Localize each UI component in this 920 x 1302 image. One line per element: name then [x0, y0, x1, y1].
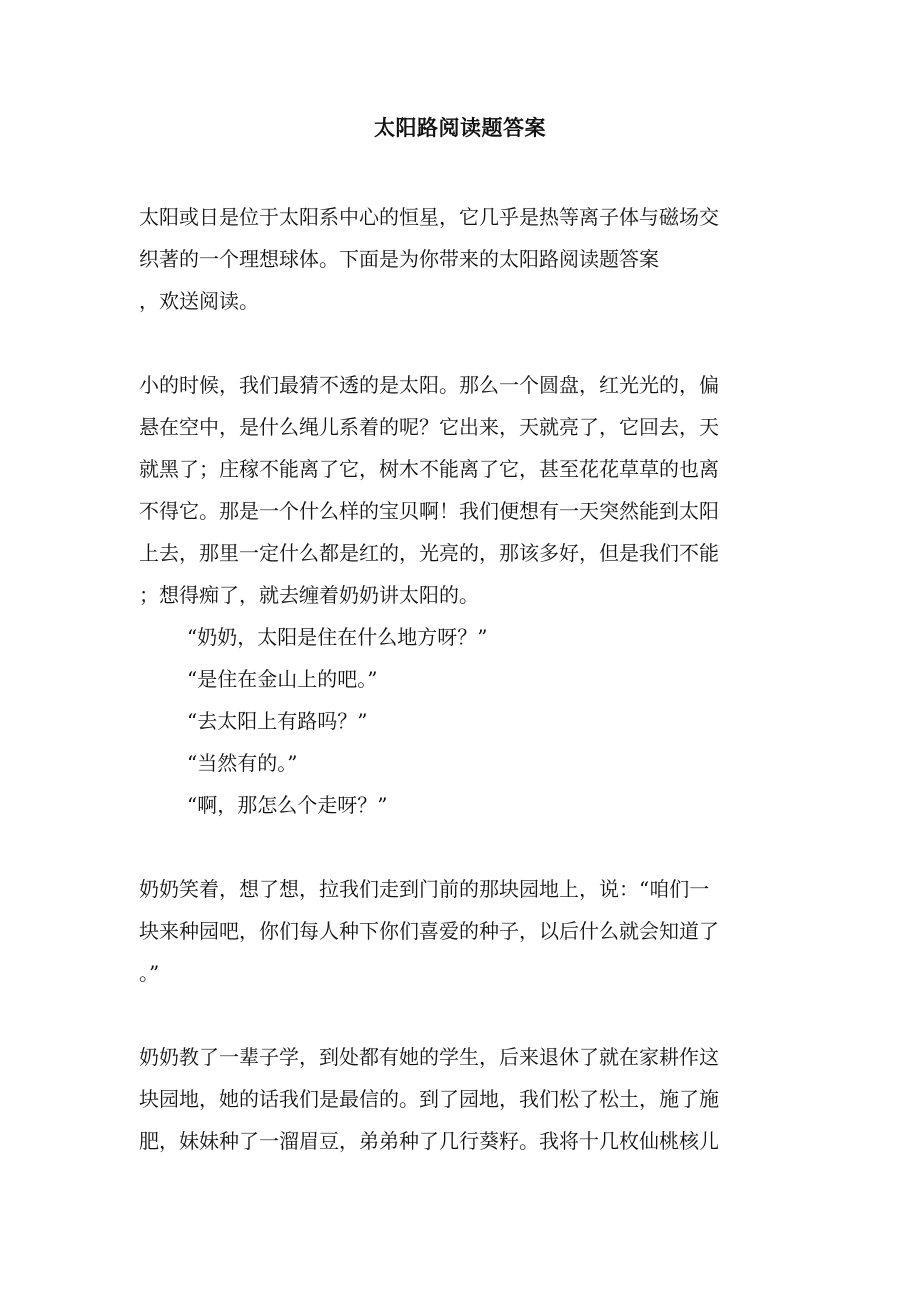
dialogue-block	[139, 616, 779, 826]
text-line: 奶奶笑着，想了想，拉我们走到门前的那块园地上，说：“咱们一	[139, 877, 710, 901]
text-line: 太阳或日是位于太阳系中心的恒星，它几乎是热等离子体与磁场交	[139, 205, 719, 229]
intro-paragraph	[139, 196, 779, 322]
text-line: 织著的一个理想球体。下面是为你带来的太阳路阅读题答案	[139, 247, 659, 271]
text-line: 块来种园吧，你们每人种下你们喜爱的种子，以后什么就会知道了	[139, 919, 719, 943]
text-line: 奶奶教了一辈子学，到处都有她的学生，后来退休了就在家耕作这	[139, 1045, 719, 1069]
dialogue-line: “啊，那怎么个走呀？”	[187, 793, 388, 817]
text-line: 块园地，她的话我们是最信的。到了园地，我们松了松土，施了施	[139, 1087, 719, 1111]
dialogue-line: “当然有的。”	[187, 751, 298, 775]
text-line: 就黑了；庄稼不能离了它，树木不能离了它，甚至花花草草的也离	[139, 457, 719, 481]
text-line: ；想得痴了，就去缠着奶奶讲太阳的。	[139, 583, 479, 607]
document-title: 太阳路阅读题答案	[374, 115, 546, 140]
paragraph-2	[139, 868, 779, 994]
text-line: 肥，妹妹种了一溜眉豆，弟弟种了几行葵籽。我将十几枚仙桃核儿	[139, 1129, 719, 1153]
dialogue-line: “奶奶，太阳是住在什么地方呀？”	[187, 625, 488, 649]
text-line: 悬在空中，是什么绳儿系着的呢？它出来，天就亮了，它回去，天	[139, 415, 719, 439]
text-line: 。”	[139, 961, 160, 985]
text-line: 不得它。那是一个什么样的宝贝啊！我们便想有一天突然能到太阳	[139, 499, 719, 523]
paragraph-3	[139, 1036, 779, 1162]
dialogue-line: “是住在金山上的吧。”	[187, 667, 378, 691]
paragraph-1	[139, 364, 779, 616]
text-line: 小的时候，我们最猜不透的是太阳。那么一个圆盘，红光光的，偏	[139, 373, 719, 397]
text-line: ，欢送阅读。	[139, 289, 259, 313]
dialogue-line: “去太阳上有路吗？”	[187, 709, 368, 733]
text-line: 上去，那里一定什么都是红的，光亮的，那该多好，但是我们不能	[139, 541, 719, 565]
